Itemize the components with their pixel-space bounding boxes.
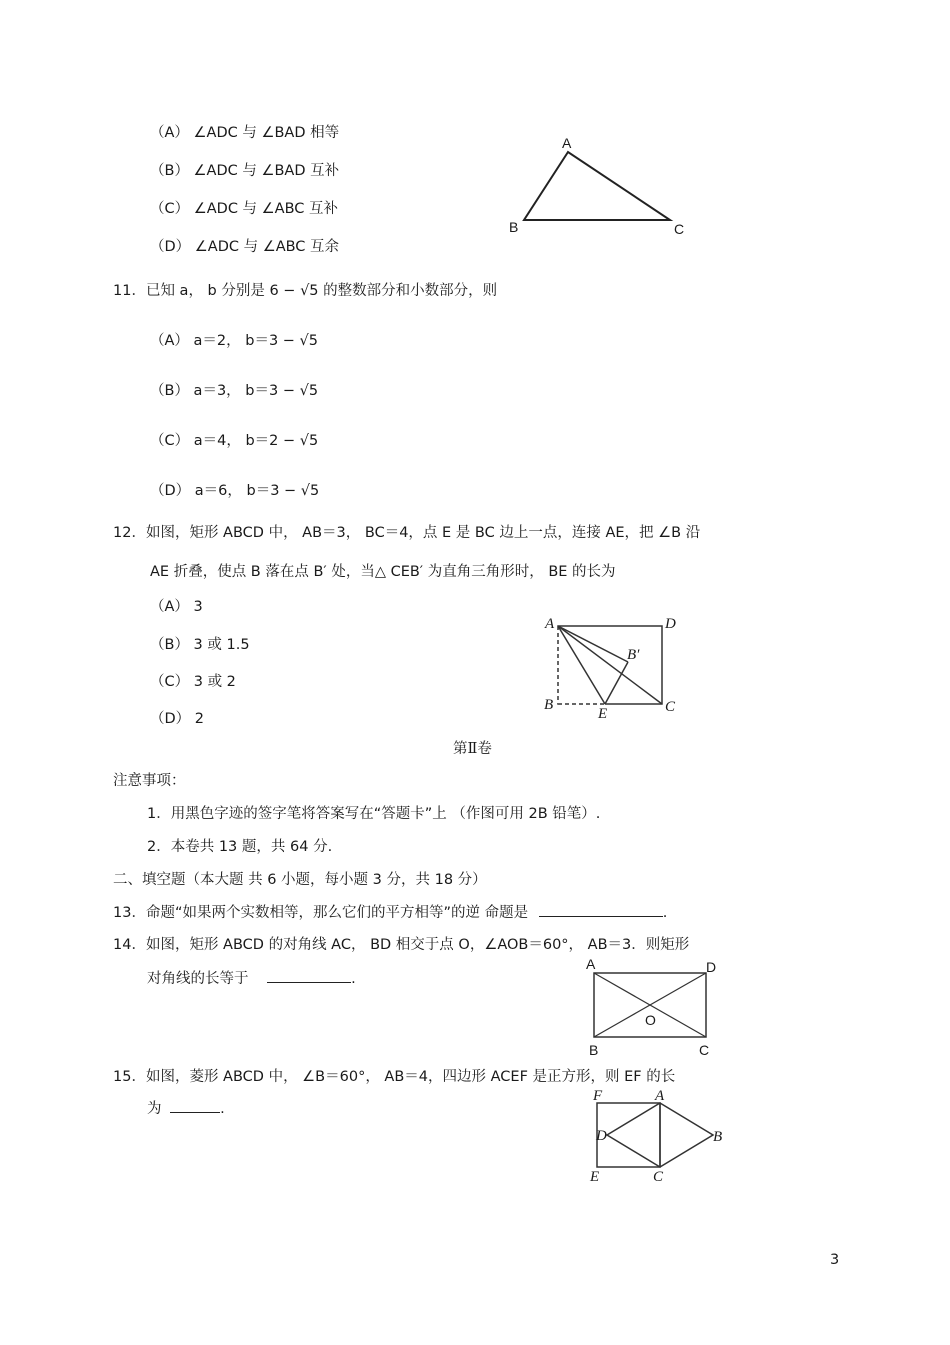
volume-title: 第Ⅱ卷 — [453, 741, 492, 757]
q15-end: . — [220, 1101, 225, 1117]
segment-eb-prime — [605, 662, 628, 704]
q12-option-a: （A） 3 — [150, 599, 203, 615]
q13-stem: 13．命题“如果两个实数相等，那么它们的平方相等”的逆 命题是 — [113, 905, 529, 921]
label-a: A — [562, 135, 572, 151]
q12-stem-line1: 12．如图，矩形 ABCD 中， AB＝3， BC＝4，点 E 是 BC 边上一点，连接 AE，把 ∠B 沿 — [113, 525, 701, 541]
label-d: D — [596, 1128, 607, 1144]
label-d: D — [665, 616, 676, 632]
q11-option-d: （D） a＝6， b＝3 − √5 — [150, 483, 320, 499]
q15-stem-line1: 15．如图，菱形 ABCD 中， ∠B＝60°， AB＝4，四边形 ACEF 是正方形，则 EF 的长 — [113, 1069, 676, 1085]
q10-option-a: （A） ∠ADC 与 ∠BAD 相等 — [150, 125, 340, 141]
q12-option-d: （D） 2 — [150, 711, 204, 727]
q12-fold-figure — [540, 612, 690, 722]
q11-option-a: （A） a＝2， b＝3 − √5 — [150, 333, 319, 349]
q14-stem-line2: 对角线的长等于 — [147, 971, 249, 987]
q15-line2 — [147, 1098, 225, 1119]
label-f: F — [593, 1088, 603, 1104]
part-title: 二、填空题（本大题 共 6 小题，每小题 3 分，共 18 分） — [113, 872, 487, 888]
label-c: C — [674, 221, 685, 237]
q10-option-b: （B） ∠ADC 与 ∠BAD 互补 — [150, 163, 340, 179]
q15-rhombus-figure — [585, 1085, 735, 1190]
q10-option-c: （C） ∠ADC 与 ∠ABC 互补 — [150, 201, 339, 217]
label-c: C — [699, 1042, 710, 1058]
label-b: B — [544, 697, 554, 713]
q15-stem-line2: 为 — [147, 1101, 162, 1117]
q14-rectangle-figure — [580, 955, 730, 1060]
q13-line — [113, 902, 667, 923]
q12-option-b: （B） 3 或 1.5 — [150, 637, 250, 653]
label-a: A — [586, 956, 596, 972]
label-e: E — [590, 1169, 600, 1185]
label-b: B — [589, 1042, 599, 1058]
page-number: 3 — [830, 1252, 840, 1268]
q10-triangle-figure — [500, 130, 700, 240]
q12-option-c: （C） 3 或 2 — [150, 674, 236, 690]
label-o: O — [645, 1012, 656, 1028]
q10-option-d: （D） ∠ADC 与 ∠ABC 互余 — [150, 239, 340, 255]
q13-end: . — [662, 905, 668, 921]
label-e: E — [598, 706, 608, 722]
label-b: B — [509, 219, 519, 235]
q14-answer-blank[interactable] — [267, 968, 351, 983]
label-c: C — [665, 699, 676, 715]
q15-answer-blank[interactable] — [170, 1098, 220, 1113]
label-d: D — [706, 959, 717, 975]
label-a: A — [655, 1088, 665, 1104]
notes-title: 注意事项： — [113, 773, 186, 789]
note-1: 1．用黑色字迹的签字笔将答案写在“答题卡”上 （作图可用 2B 铅笔）. — [147, 806, 601, 822]
label-b-prime: B′ — [627, 647, 640, 663]
q11-option-c: （C） a＝4， b＝2 − √5 — [150, 433, 319, 449]
triangle-abc — [524, 152, 670, 220]
q11-stem: 11．已知 a， b 分别是 6 − √5 的整数部分和小数部分，则 — [113, 283, 498, 299]
q11-option-b: （B） a＝3， b＝3 − √5 — [150, 383, 319, 399]
label-a: A — [545, 616, 555, 632]
q12-stem-line2: AE 折叠，使点 B 落在点 B′ 处，当△ CEB′ 为直角三角形时， BE 的长为 — [150, 564, 616, 580]
q13-answer-blank[interactable] — [539, 902, 663, 917]
label-b: B — [713, 1129, 723, 1145]
label-c: C — [653, 1169, 664, 1185]
segment-ac — [558, 626, 662, 704]
note-2: 2．本卷共 13 题，共 64 分. — [147, 839, 333, 855]
q14-end: . — [351, 971, 356, 987]
q14-line2 — [147, 968, 356, 989]
q14-stem-line1: 14．如图，矩形 ABCD 的对角线 AC， BD 相交于点 O，∠AOB＝60°， AB＝3．则矩形 — [113, 937, 690, 953]
